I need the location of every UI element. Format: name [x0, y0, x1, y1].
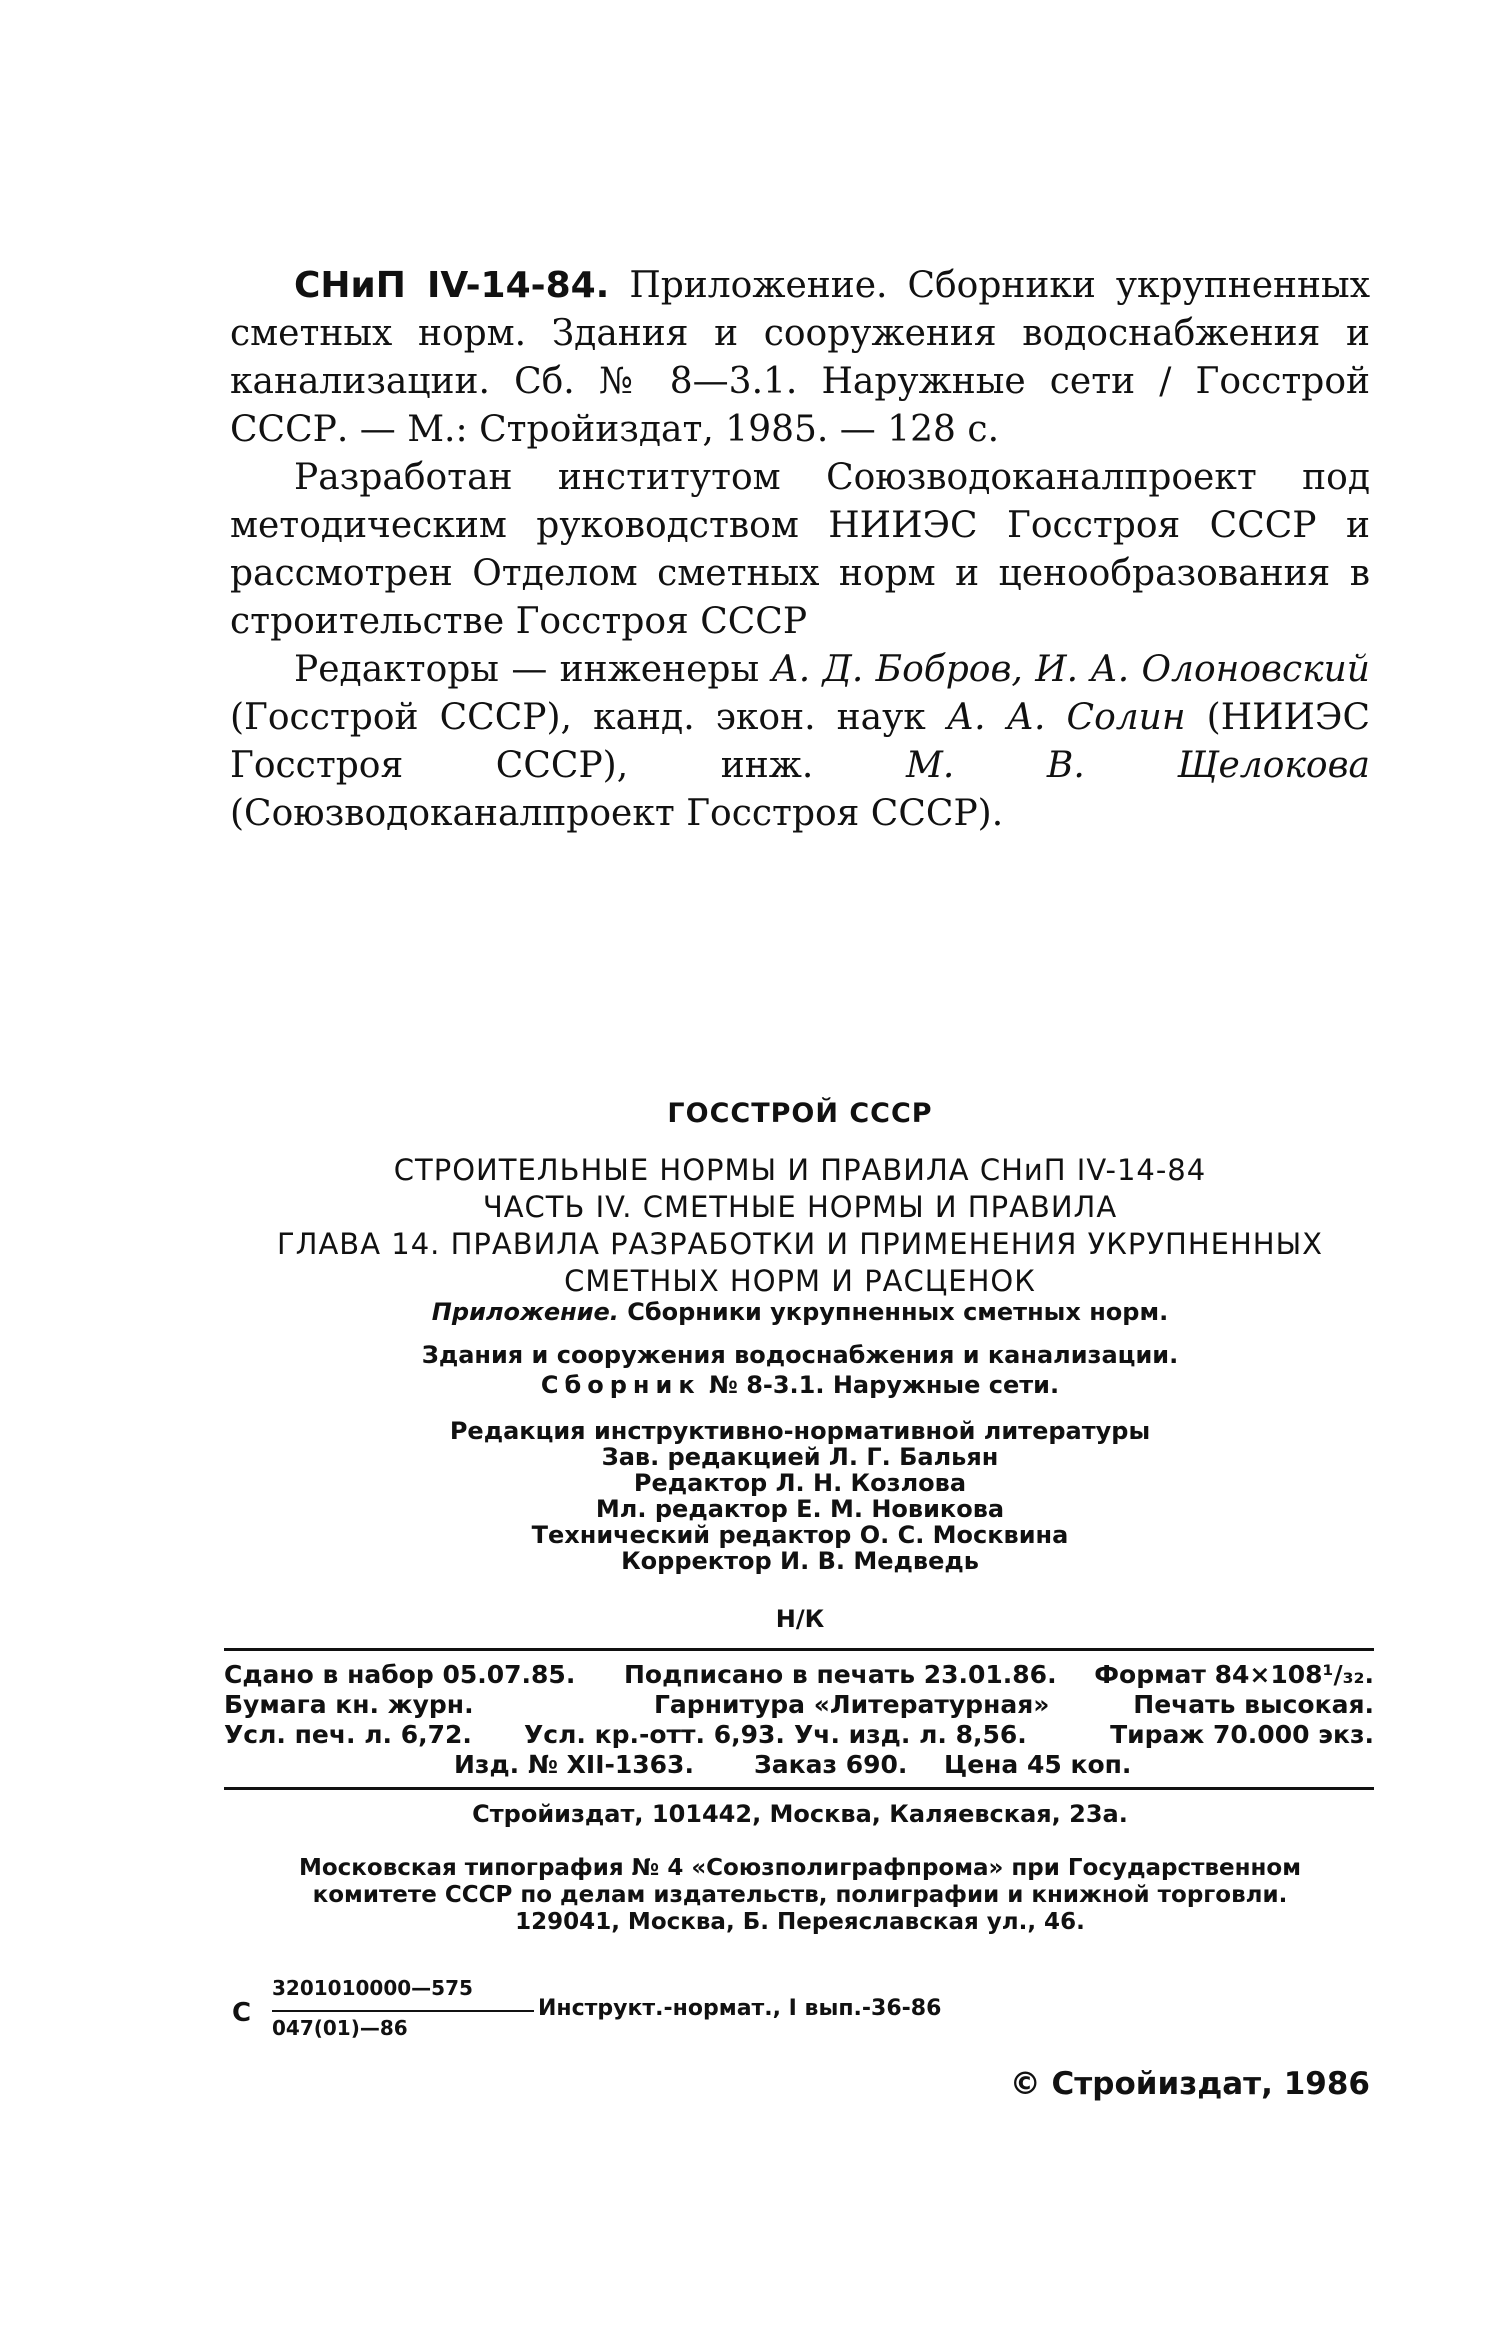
spec-item: Гарнитура «Литературная»: [654, 1690, 1050, 1719]
citation-paragraph: [230, 262, 1370, 454]
divider-bottom: [224, 1787, 1374, 1790]
appendix-label: Приложение.: [431, 1298, 619, 1326]
publisher-address: Стройиздат, 101442, Москва, Каляевская, 23а.: [472, 1800, 1128, 1828]
staff-line: Мл. редактор Е. М. Новикова: [595, 1495, 1005, 1523]
editors-text: (Госстрой СССР), канд. экон. наук: [230, 697, 947, 738]
staff-line: Редакция инструктивно-нормативной литературы: [449, 1417, 1151, 1445]
abstract-block: [230, 262, 1370, 838]
spec-item: Сдано в набор 05.07.85.: [224, 1660, 576, 1689]
specs-row: [224, 1750, 1374, 1780]
collection-line: [200, 1370, 1400, 1400]
code-fraction-bar: [272, 2010, 534, 2012]
developed-paragraph: Разработан институтом Союзводоканалпроект под методическим руководством НИИЭС Госстроя СССР и рассмотрен Отделом сметных норм и ценообразования в строительстве Госстроя СССР: [230, 457, 1370, 642]
title-line: ГЛАВА 14. ПРАВИЛА РАЗРАБОТКИ И ПРИМЕНЕНИЯ УКРУПНЕННЫХ: [276, 1227, 1324, 1261]
editors-text: (НИИЭС Госстроя СССР), инж.: [230, 697, 1370, 786]
collection-word: Сборник: [540, 1371, 701, 1399]
specs-row: [224, 1690, 1374, 1720]
citation-text: Приложение. Сборники укрупненных сметных норм. Здания и сооружения водоснабжения и канализации. Сб. № 8—3.1. Наружные сети / Госстрой СССР. — М.: Стройиздат, 1985. — 128 с.: [230, 265, 1370, 450]
spec-item: Уч. изд. л. 8,56.: [794, 1720, 1027, 1749]
editors-text: (Союзводоканалпроект Госстроя СССР).: [230, 793, 1004, 834]
editor-names: М. В. Щелокова: [905, 745, 1370, 786]
nk-mark: Н/К: [775, 1605, 825, 1633]
spec-item: Формат 84×108¹/₃₂.: [1094, 1660, 1374, 1689]
collection-text: № 8-3.1. Наружные сети.: [700, 1371, 1060, 1399]
printer-block: [200, 1855, 1400, 1936]
staff-line: Редактор Л. Н. Козлова: [633, 1469, 967, 1497]
printer-line: комитете СССР по делам издательств, полиграфии и книжной торговли.: [312, 1882, 1288, 1908]
editor-names: А. А. Солин: [946, 697, 1186, 738]
spec-item: Печать высокая.: [1133, 1690, 1374, 1719]
spec-item: Подписано в печать 23.01.86.: [624, 1660, 1057, 1689]
copyright: © Стройиздат, 1986: [1009, 2066, 1370, 2102]
spec-item: Цена 45 коп.: [944, 1750, 1132, 1779]
title-line: ЧАСТЬ IV. СМЕТНЫЕ НОРМЫ И ПРАВИЛА: [482, 1190, 1118, 1224]
spec-item: Тираж 70.000 экз.: [1110, 1720, 1374, 1749]
title-line: СТРОИТЕЛЬНЫЕ НОРМЫ И ПРАВИЛА СНиП IV-14-84: [393, 1153, 1207, 1187]
code-numerator: 3201010000—575: [272, 1976, 473, 2000]
spec-item: Заказ 690.: [754, 1750, 908, 1779]
buildings-line: Здания и сооружения водоснабжения и канализации.: [421, 1341, 1179, 1369]
editors-paragraph: [230, 646, 1370, 838]
staff-block: [200, 1418, 1400, 1574]
spec-item: Усл. печ. л. 6,72.: [224, 1720, 472, 1749]
specs-row: [224, 1720, 1374, 1750]
title-line: СМЕТНЫХ НОРМ И РАСЦЕНОК: [564, 1264, 1036, 1298]
divider-top: [224, 1648, 1374, 1651]
printer-line: Московская типография № 4 «Союзполиграфпрома» при Государственном: [298, 1855, 1302, 1881]
organization-heading: ГОССТРОЙ СССР: [667, 1098, 933, 1129]
code-letter: С: [232, 1998, 252, 2028]
appendix-line: [200, 1298, 1400, 1326]
code-note: Инструкт.-нормат., I вып.-36-86: [538, 1996, 942, 2021]
code-denominator: 047(01)—86: [272, 2016, 408, 2040]
editor-names: А. Д. Бобров, И. А. Олоновский: [771, 649, 1370, 690]
specs-row: [224, 1660, 1374, 1690]
staff-line: Технический редактор О. С. Москвина: [531, 1521, 1069, 1549]
editors-text: Редакторы — инженеры: [294, 649, 772, 690]
spec-item: Изд. № XII-1363.: [454, 1750, 694, 1779]
spec-item: Бумага кн. журн.: [224, 1690, 474, 1719]
book-title: [200, 1152, 1400, 1300]
spec-item: Усл. кр.-отт. 6,93.: [524, 1720, 785, 1749]
appendix-text: Сборники укрупненных сметных норм.: [618, 1298, 1169, 1326]
staff-line: Зав. редакцией Л. Г. Бальян: [601, 1443, 999, 1471]
document-code: СНиП IV-14-84.: [294, 265, 610, 306]
staff-line: Корректор И. В. Медведь: [621, 1547, 979, 1575]
printer-line: 129041, Москва, Б. Переяславская ул., 46.: [515, 1909, 1085, 1935]
collection-block: [200, 1340, 1400, 1400]
